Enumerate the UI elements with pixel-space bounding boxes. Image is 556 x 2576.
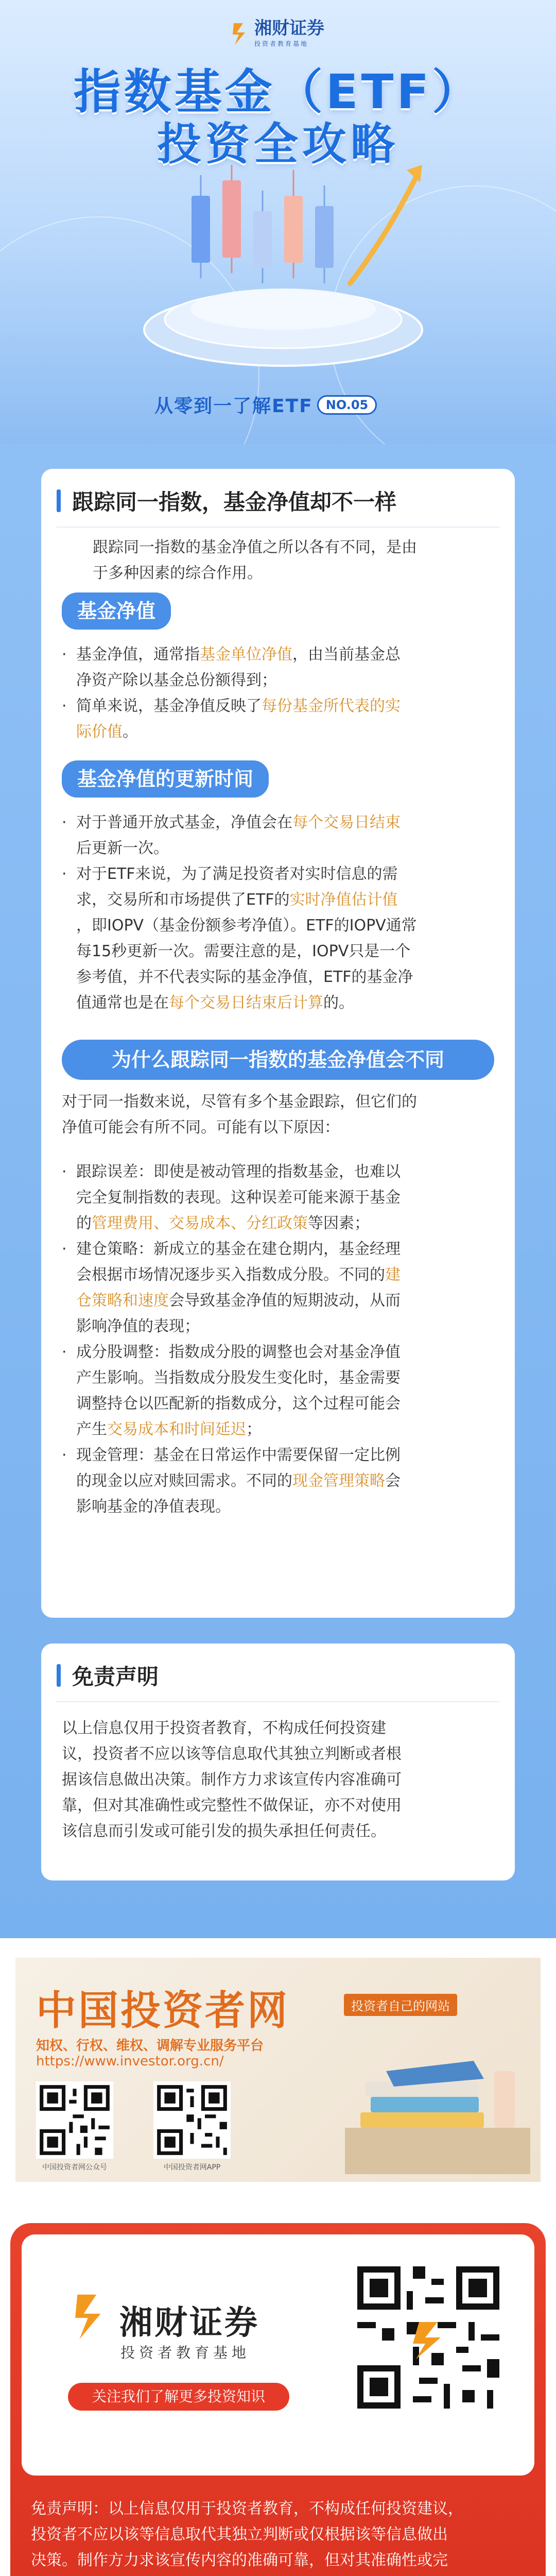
candlestick-illustration	[129, 155, 438, 371]
reason-continuation: 的现金以应对赎回需求。不同的现金管理策略会	[76, 1472, 401, 1490]
section-header	[57, 1660, 159, 1691]
reason-continuation: 产生影响。当指数成分股发生变化时，基金需要	[76, 1369, 401, 1387]
footer-brand-subtitle: 投资者教育基地	[120, 2344, 251, 2361]
bullet-continuation: 值通常也是在每个交易日结束后计算的。	[76, 994, 354, 1012]
reason-continuation: 产生交易成本和时间延迟；	[76, 1420, 262, 1438]
page-title-line2: 投资全攻略	[157, 118, 399, 170]
footer-brand-name: 湘财证券	[119, 2304, 259, 2342]
bullet-item: · 基金净值，通常指基金单位净值，由当前基金总	[62, 646, 401, 664]
reason-item: · 建仓策略：新成立的基金在建仓期内，基金经理	[62, 1240, 401, 1258]
section-card-nav-difference	[41, 469, 515, 1618]
page-title: 指数基金（ETF）	[73, 64, 483, 120]
reason-continuation: 调整持仓以匹配新的指数成分，这个过程可能会	[76, 1395, 401, 1413]
bullet-item: · 简单来说，基金净值反映了每份基金所代表的实	[62, 697, 401, 715]
disclaimer-line: 据该信息做出决策。制作方力求该宣传内容准确可	[62, 1771, 402, 1789]
reason-item: · 成分股调整：指数成分股的调整也会对基金净值	[62, 1343, 401, 1361]
promo-title: 中国投资者网	[36, 1988, 290, 2034]
brand-subtitle: 投资者教育基地	[254, 40, 309, 47]
reason-continuation: 影响净值的表现；	[76, 1317, 200, 1335]
disclaimer-line: 议，投资者不应以该等信息取代其独立判断或者根	[62, 1745, 402, 1763]
reason-continuation: 影响基金的净值表现。	[76, 1498, 231, 1516]
follow-us-button[interactable]: 关注我们了解更多投资知识	[68, 2383, 289, 2411]
bullet-continuation: 后更新一次。	[76, 839, 169, 857]
disclaimer-line: 该信息而引发或可能引发的损失承担任何责任。	[62, 1822, 386, 1840]
reason-continuation: 会根据市场情况逐步买入指数成分股。不同的建	[76, 1266, 401, 1284]
brand-logo-icon	[73, 2291, 109, 2343]
section-card-disclaimer	[41, 1643, 515, 1880]
reason-continuation: 仓策略和速度会导致基金净值的短期波动，从而	[76, 1292, 401, 1310]
section-heading: 免责声明	[72, 1664, 159, 1689]
qr-code-icon	[153, 2081, 231, 2159]
divider	[57, 1701, 499, 1702]
promo-tag: 投资者自己的网站	[344, 1994, 457, 2016]
qr-caption: 中国投资者网APP	[163, 2163, 221, 2172]
footer-disclaimer	[31, 2496, 525, 2576]
bullet-continuation: ，即IOPV（基金份额参考净值）。ETF的IOPV通常	[76, 917, 417, 935]
footer-disclaimer-line: 投资者不应以该等信息取代其独立判断或仅根据该等信息做出	[31, 2526, 448, 2544]
footer-disclaimer-line	[31, 2573, 525, 2576]
brand-logo	[232, 20, 324, 48]
divider	[57, 527, 499, 528]
reason-continuation: 完全复制指数的表现。这种误差可能来源于基金	[76, 1189, 401, 1207]
brand-name: 湘财证券	[254, 18, 324, 39]
footer-brand-panel	[22, 2234, 534, 2476]
hero-banner	[0, 0, 556, 444]
section-heading: 跟踪同一指数，基金净值却不一样	[72, 489, 397, 515]
brand-logo-icon	[232, 22, 249, 46]
reason-item: · 跟踪误差：即使是被动管理的指数基金，也难以	[62, 1163, 401, 1181]
reason-continuation: 的管理费用、交易成本、分红政策等因素；	[76, 1214, 370, 1232]
bullet-item: · 对于ETF来说，为了满足投资者对实时信息的需	[62, 865, 398, 883]
why-intro-line: 净值可能会有所不同。可能有以下原因：	[62, 1118, 340, 1137]
investor-website-promo[interactable]	[15, 1958, 541, 2182]
disclaimer-line: 靠，但对其准确性或完整性不做保证，亦不对使用	[62, 1797, 402, 1815]
qr-code-icon	[351, 2260, 506, 2415]
section-accent-bar	[57, 489, 61, 512]
bullet-item: · 对于普通开放式基金，净值会在每个交易日结束	[62, 814, 401, 832]
subsection-pill-update-time: 基金净值的更新时间	[62, 760, 269, 798]
footer-card	[10, 2223, 546, 2576]
intro-line: 于多种因素的综合作用。	[93, 564, 263, 582]
reason-item: · 现金管理：基金在日常运作中需要保留一定比例	[62, 1446, 401, 1464]
books-illustration	[345, 2050, 530, 2174]
qr-code-icon	[36, 2081, 113, 2159]
promo-url-link[interactable]: https://www.investor.org.cn/	[36, 2054, 224, 2069]
footer-disclaimer-line: 决策。制作方力求该宣传内容的准确可靠，但对其准确性或完	[31, 2551, 448, 2569]
bullet-continuation: 际价值。	[76, 723, 138, 741]
section-header	[57, 485, 396, 516]
bullet-continuation: 参考值，并不代表实际的基金净值，ETF的基金净	[76, 968, 413, 986]
promo-slogan: 知权、行权、维权、调解专业服务平台	[36, 2038, 264, 2054]
subtitle-text: 从零到一了解ETF	[154, 396, 313, 417]
disclaimer-line: 以上信息仅用于投资者教育，不构成任何投资建	[62, 1719, 386, 1737]
bullet-continuation: 每15秒更新一次。需要注意的是，IOPV只是一个	[76, 942, 411, 960]
subsection-pill-why: 为什么跟踪同一指数的基金净值会不同	[62, 1040, 494, 1080]
bullet-continuation: 净资产除以基金总份额得到；	[76, 671, 277, 689]
bullet-continuation: 求，交易所和市场提供了ETF的实时净值估计值	[76, 891, 398, 909]
intro-line: 跟踪同一指数的基金净值之所以各有不同，是由	[93, 538, 417, 556]
issue-badge: NO.05	[317, 395, 377, 415]
hero-subtitle	[154, 392, 377, 418]
subsection-pill-nav: 基金净值	[62, 592, 171, 630]
section-accent-bar	[57, 1664, 61, 1687]
qr-caption: 中国投资者网公众号	[42, 2163, 107, 2172]
footer-disclaimer-line: 免责声明：以上信息仅用于投资者教育，不构成任何投资建议，	[31, 2500, 463, 2518]
why-intro-line: 对于同一指数来说，尽管有多个基金跟踪，但它们的	[62, 1093, 417, 1111]
